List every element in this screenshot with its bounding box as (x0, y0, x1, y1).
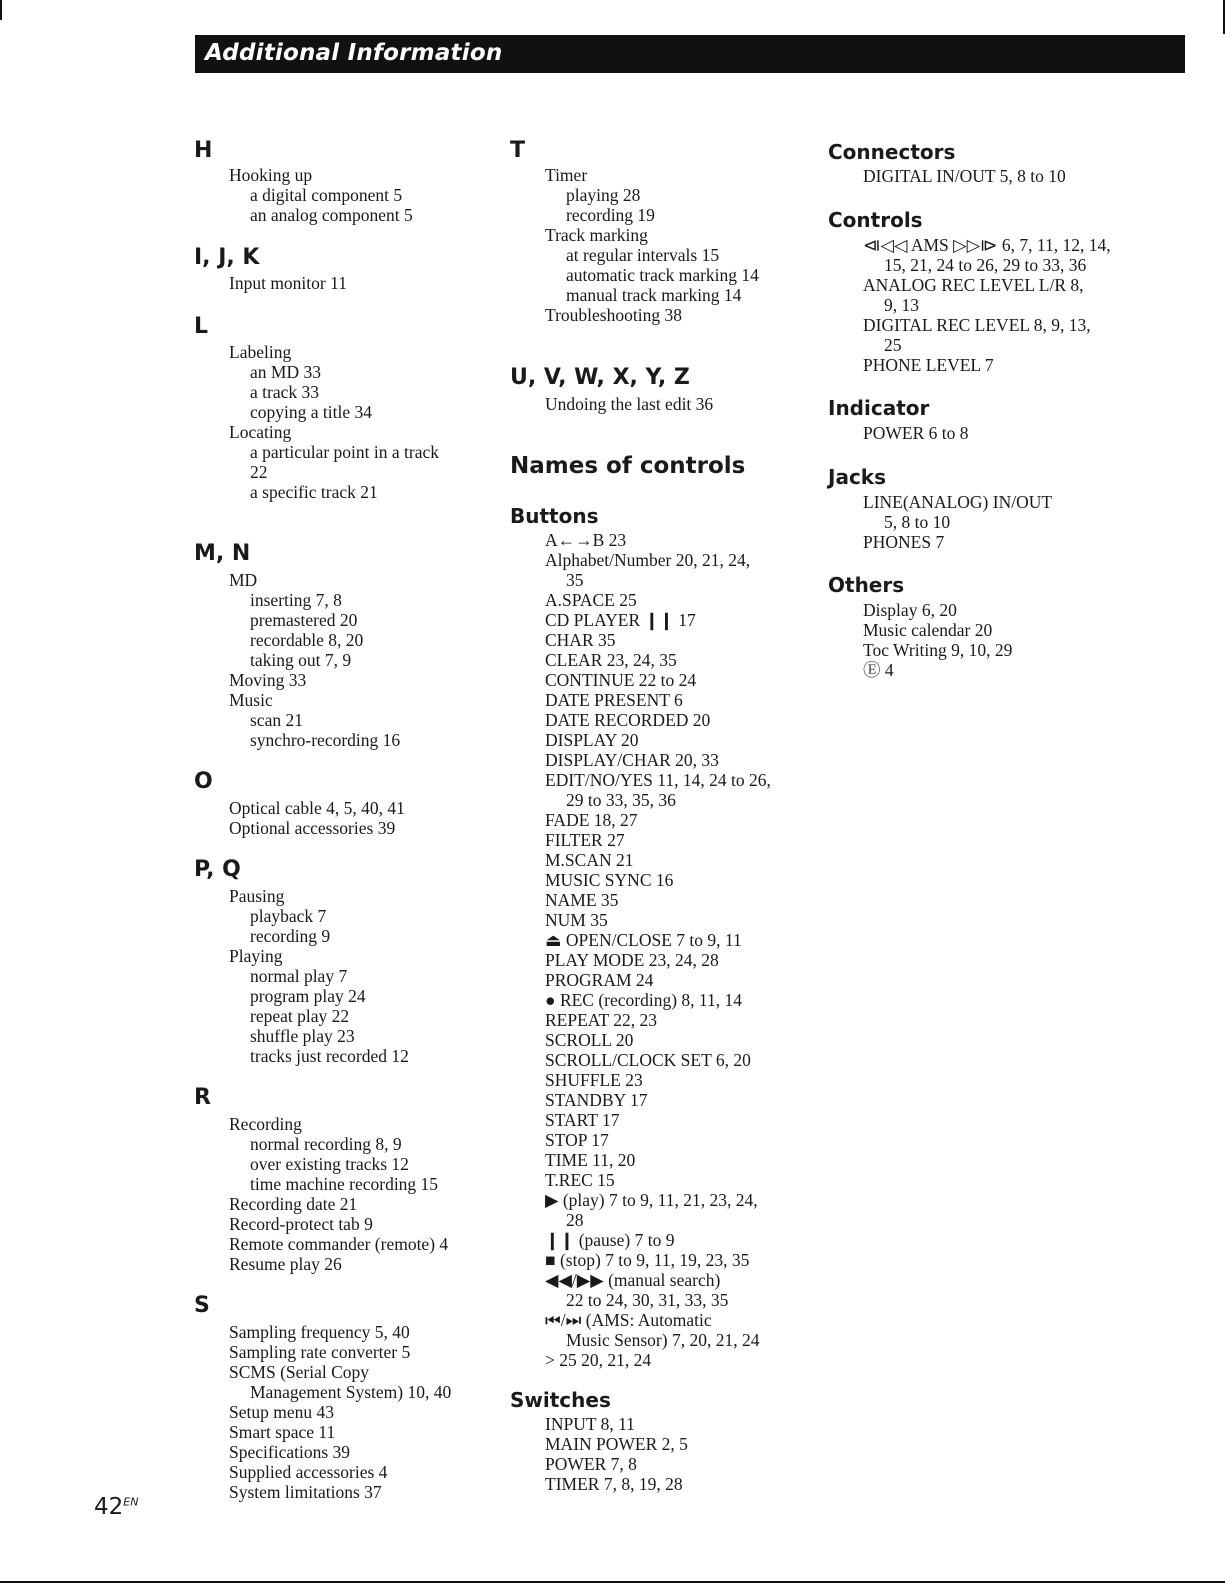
index-entry: DISPLAY/CHAR 20, 33 (545, 750, 719, 770)
index-entry: ANALOG REC LEVEL L/R 8, (863, 275, 1084, 295)
index-letter-heading: U, V, W, X, Y, Z (510, 365, 690, 390)
index-entry: Optical cable 4, 5, 40, 41 (229, 798, 405, 818)
index-subentry: an MD 33 (250, 362, 321, 382)
index-entry: Resume play 26 (229, 1254, 342, 1274)
index-entry: MD (229, 570, 258, 590)
page-number (94, 1494, 138, 1520)
index-entry: ⏮/⏭ (AMS: Automatic (545, 1310, 712, 1330)
index-entry: EDIT/NO/YES 11, 14, 24 to 26, (545, 770, 771, 790)
index-letter-heading: S (194, 1293, 210, 1318)
index-entry: INPUT 8, 11 (545, 1414, 635, 1434)
index-subentry: inserting 7, 8 (250, 590, 342, 610)
index-entry: DATE RECORDED 20 (545, 710, 711, 730)
index-entry: PLAY MODE 23, 24, 28 (545, 950, 719, 970)
index-subentry: automatic track marking 14 (566, 265, 759, 285)
index-entry: ▶ (play) 7 to 9, 11, 21, 23, 24, (545, 1190, 758, 1210)
index-entry: DISPLAY 20 (545, 730, 639, 750)
index-entry: > 25 20, 21, 24 (545, 1350, 652, 1370)
index-entry: TIMER 7, 8, 19, 28 (545, 1474, 683, 1494)
index-subentry: scan 21 (250, 710, 303, 730)
index-subentry: 28 (566, 1210, 584, 1230)
index-letter-heading: T (510, 138, 526, 163)
index-entry: Labeling (229, 342, 292, 362)
names-of-controls-title: Names of controls (510, 453, 746, 479)
index-subentry: manual track marking 14 (566, 285, 742, 305)
index-subentry: 9, 13 (884, 295, 919, 315)
control-category-heading: Buttons (510, 504, 599, 528)
index-subentry: recording 9 (250, 926, 331, 946)
index-entry: Recording (229, 1114, 302, 1134)
index-subentry: an analog component 5 (250, 205, 413, 225)
index-entry: START 17 (545, 1110, 620, 1130)
index-letter-heading: M, N (194, 541, 251, 566)
index-entry: NAME 35 (545, 890, 619, 910)
index-entry: Display 6, 20 (863, 600, 957, 620)
index-entry: FADE 18, 27 (545, 810, 638, 830)
index-entry: DIGITAL IN/OUT 5, 8 to 10 (863, 166, 1066, 186)
index-entry: ■ (stop) 7 to 9, 11, 19, 23, 35 (545, 1250, 750, 1270)
index-entry: FILTER 27 (545, 830, 625, 850)
index-entry: Pausing (229, 886, 285, 906)
index-entry: Hooking up (229, 165, 313, 185)
index-entry: POWER 6 to 8 (863, 423, 969, 443)
index-subentry: synchro-recording 16 (250, 730, 401, 750)
index-entry: M.SCAN 21 (545, 850, 634, 870)
index-entry: Smart space 11 (229, 1422, 336, 1442)
index-subentry: at regular intervals 15 (566, 245, 720, 265)
section-header-bar (195, 35, 1185, 73)
index-subentry: repeat play 22 (250, 1006, 350, 1026)
index-entry: Timer (545, 165, 588, 185)
index-subentry: a particular point in a track (250, 442, 440, 462)
index-letter-heading: I, J, K (194, 245, 260, 270)
page-number-suffix: EN (123, 1495, 139, 1509)
index-entry: Moving 33 (229, 670, 307, 690)
control-category-heading: Switches (510, 1388, 611, 1412)
index-entry: Remote commander (remote) 4 (229, 1234, 449, 1254)
index-entry: SCMS (Serial Copy (229, 1362, 370, 1382)
index-entry: Record-protect tab 9 (229, 1214, 373, 1234)
index-entry: System limitations 37 (229, 1482, 382, 1502)
index-entry: ⏏ OPEN/CLOSE 7 to 9, 11 (545, 930, 742, 950)
index-entry: ❙❙ (pause) 7 to 9 (545, 1230, 675, 1250)
index-entry: Music calendar 20 (863, 620, 993, 640)
index-entry: Playing (229, 946, 283, 966)
index-entry: Specifications 39 (229, 1442, 351, 1462)
index-subentry: 15, 21, 24 to 26, 29 to 33, 36 (884, 255, 1087, 275)
section-title: Additional Information (205, 40, 503, 66)
index-letter-heading: L (194, 314, 209, 339)
index-entry: CHAR 35 (545, 630, 616, 650)
crop-mark-left (0, 0, 2, 20)
index-subentry: 22 (250, 462, 268, 482)
index-subentry: time machine recording 15 (250, 1174, 439, 1194)
index-subentry: Management System) 10, 40 (250, 1382, 452, 1402)
index-entry: Sampling frequency 5, 40 (229, 1322, 410, 1342)
control-category-heading: Connectors (828, 140, 956, 164)
index-subentry: premastered 20 (250, 610, 358, 630)
control-category-heading: Others (828, 573, 905, 597)
index-entry: Setup menu 43 (229, 1402, 334, 1422)
index-entry: ⧏◁◁ AMS ▷▷⧐ 6, 7, 11, 12, 14, (863, 235, 1111, 255)
index-entry: Ⓔ 4 (863, 660, 894, 680)
index-subentry: Music Sensor) 7, 20, 21, 24 (566, 1330, 760, 1350)
index-subentry: shuffle play 23 (250, 1026, 355, 1046)
index-subentry: 29 to 33, 35, 36 (566, 790, 676, 810)
index-entry: Music (229, 690, 273, 710)
control-category-heading: Controls (828, 208, 923, 232)
index-entry: DATE PRESENT 6 (545, 690, 683, 710)
index-entry: TIME 11, 20 (545, 1150, 636, 1170)
index-entry: REPEAT 22, 23 (545, 1010, 657, 1030)
index-entry: Input monitor 11 (229, 273, 347, 293)
index-subentry: over existing tracks 12 (250, 1154, 409, 1174)
index-subentry: 25 (884, 335, 902, 355)
index-subentry: recording 19 (566, 205, 655, 225)
index-entry: Track marking (545, 225, 648, 245)
index-entry: CONTINUE 22 to 24 (545, 670, 697, 690)
index-entry: DIGITAL REC LEVEL 8, 9, 13, (863, 315, 1091, 335)
index-subentry: a digital component 5 (250, 185, 403, 205)
index-entry: MAIN POWER 2, 5 (545, 1434, 688, 1454)
page-number-value: 42 (94, 1494, 124, 1520)
index-entry: A←→B 23 (545, 530, 627, 550)
index-entry: Optional accessories 39 (229, 818, 396, 838)
index-entry: PHONES 7 (863, 532, 945, 552)
index-entry: Undoing the last edit 36 (545, 394, 714, 414)
index-entry: PROGRAM 24 (545, 970, 654, 990)
index-entry: Locating (229, 422, 292, 442)
index-entry: MUSIC SYNC 16 (545, 870, 674, 890)
index-subentry: normal play 7 (250, 966, 348, 986)
index-entry: ● REC (recording) 8, 11, 14 (545, 990, 743, 1010)
index-entry: SHUFFLE 23 (545, 1070, 643, 1090)
index-entry: Alphabet/Number 20, 21, 24, (545, 550, 751, 570)
index-subentry: playing 28 (566, 185, 641, 205)
index-entry: PHONE LEVEL 7 (863, 355, 994, 375)
index-subentry: program play 24 (250, 986, 366, 1006)
index-entry: Sampling rate converter 5 (229, 1342, 411, 1362)
index-subentry: playback 7 (250, 906, 327, 926)
index-entry: POWER 7, 8 (545, 1454, 637, 1474)
index-subentry: tracks just recorded 12 (250, 1046, 409, 1066)
index-letter-heading: O (194, 769, 213, 794)
index-entry: ◀◀/▶▶ (manual search) (545, 1270, 721, 1290)
control-category-heading: Indicator (828, 396, 930, 420)
index-subentry: 5, 8 to 10 (884, 512, 951, 532)
index-entry: Recording date 21 (229, 1194, 358, 1214)
index-subentry: recordable 8, 20 (250, 630, 364, 650)
index-entry: LINE(ANALOG) IN/OUT (863, 492, 1053, 512)
index-entry: Troubleshooting 38 (545, 305, 682, 325)
index-letter-heading: R (194, 1085, 211, 1110)
index-entry: CD PLAYER ❙❙ 17 (545, 610, 696, 630)
index-entry: STOP 17 (545, 1130, 609, 1150)
index-entry: CLEAR 23, 24, 35 (545, 650, 677, 670)
index-subentry: 35 (566, 570, 584, 590)
index-entry: SCROLL 20 (545, 1030, 634, 1050)
index-entry: T.REC 15 (545, 1170, 615, 1190)
index-letter-heading: P, Q (194, 857, 241, 882)
index-entry: NUM 35 (545, 910, 608, 930)
index-subentry: a specific track 21 (250, 482, 378, 502)
index-entry: SCROLL/CLOCK SET 6, 20 (545, 1050, 751, 1070)
index-subentry: 22 to 24, 30, 31, 33, 35 (566, 1290, 729, 1310)
index-subentry: normal recording 8, 9 (250, 1134, 402, 1154)
index-letter-heading: H (194, 138, 213, 163)
index-subentry: taking out 7, 9 (250, 650, 352, 670)
index-entry: Toc Writing 9, 10, 29 (863, 640, 1013, 660)
index-entry: STANDBY 17 (545, 1090, 648, 1110)
index-entry: Supplied accessories 4 (229, 1462, 388, 1482)
index-entry: A.SPACE 25 (545, 590, 637, 610)
index-subentry: copying a title 34 (250, 402, 372, 422)
index-subentry: a track 33 (250, 382, 319, 402)
control-category-heading: Jacks (828, 465, 886, 489)
